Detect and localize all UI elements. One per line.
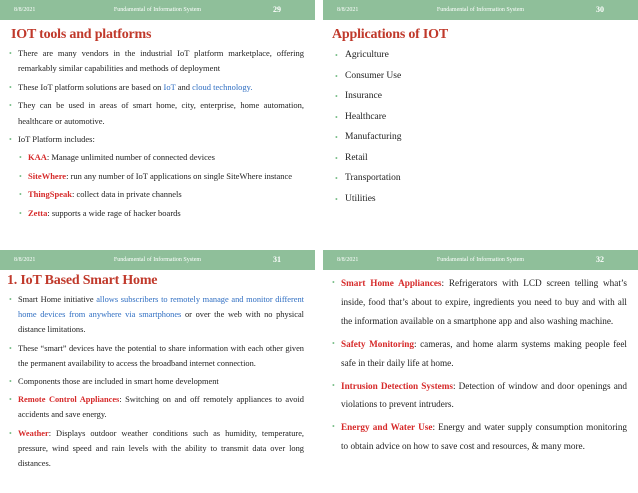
iot-link[interactable]: IoT [163, 81, 176, 92]
bullet-item: • Safety Monitoring: cameras, and home alarm systems making people feel safe in their daily life at home. [332, 335, 627, 373]
list-item: • Healthcare [335, 111, 387, 122]
bullet-icon: • [335, 194, 338, 204]
slide-29 [0, 0, 315, 243]
list-item: • Manufacturing [335, 132, 402, 142]
slide-date: 8/8/2021 [337, 257, 359, 263]
component-name: Safety Monitoring [341, 338, 414, 349]
platform-name: SiteWhere [28, 170, 67, 181]
list-item: • Agriculture [335, 50, 389, 60]
bullet-icon: • [332, 422, 335, 432]
bullet-icon: • [9, 295, 12, 304]
list-item: • Consumer Use [335, 70, 402, 81]
bullet-item: • Smart Home initiative allows subscribers to remotely manage and monitor different home devices from anywhere via smartphones or over the web with no physical distance limitations. [9, 292, 304, 338]
bullet-icon: • [335, 71, 338, 81]
slide-body [9, 46, 304, 224]
bullet-icon: • [332, 278, 335, 287]
bullet-icon: • [9, 49, 12, 58]
cloud-technology-link[interactable]: cloud technology. [192, 81, 253, 92]
list-item: • Transportation [335, 173, 401, 183]
bullet-icon: • [19, 190, 22, 200]
slide-number: 29 [273, 5, 281, 14]
slide-course-title: Fundamental of Information System [436, 7, 525, 13]
component-name: Remote Control Appliances [18, 395, 120, 405]
slide-number: 30 [596, 5, 604, 14]
slide-header [0, 0, 315, 20]
bullet-icon: • [9, 377, 12, 387]
sub-bullet-item: • SiteWhere: run any number of IoT applications on single SiteWhere instance [19, 169, 304, 184]
platform-name: KAA [28, 152, 47, 163]
bullet-icon: • [9, 343, 12, 353]
bullet-item: • Weather: Displays outdoor weather conditions such as humidity, temperature, pressure, wind speed and rain levels with the ability to transmit data over long distances. [9, 426, 304, 472]
component-name: Smart Home Appliances [341, 278, 442, 288]
platform-name: ThingSpeak [28, 189, 72, 200]
bullet-item: • These IoT platform solutions are based on IoT and cloud technology. [9, 80, 304, 95]
bullet-icon: • [9, 101, 12, 111]
slide-title: 1. IoT Based Smart Home [7, 273, 158, 288]
bullet-icon: • [332, 380, 335, 390]
bullet-icon: • [9, 395, 12, 405]
bullet-icon: • [335, 174, 338, 183]
bullet-icon: • [9, 82, 12, 92]
slide-header [323, 250, 638, 270]
slide-course-title: Fundamental of Information System [113, 7, 202, 13]
bullet-icon: • [335, 51, 338, 60]
bullet-icon: • [19, 153, 22, 163]
component-name: Energy and Water Use [341, 422, 433, 433]
bullet-item: • There are many vendors in the industrial IoT platform marketplace, offering remarkably similar capabilities and methods of deployment [9, 48, 304, 74]
slide-30 [323, 0, 638, 243]
slide-course-title: Fundamental of Information System [436, 257, 525, 263]
bullet-item: • Components those are included in smart home development [9, 374, 304, 389]
slide-32 [323, 250, 638, 493]
list-item: • Utilities [335, 193, 376, 204]
bullet-icon: • [19, 171, 22, 181]
bullet-item: • Energy and Water Use: Energy and water supply consumption monitoring to obtain advice on how to save cost and resources, & many more. [332, 418, 627, 456]
bullet-item: • IoT Platform includes: [9, 132, 304, 147]
sub-bullet-item: • KAA: Manage unlimited number of connected devices [19, 150, 304, 165]
bullet-item: • They can be used in areas of smart home, city, enterprise, home automation, healthcare or automotive. [9, 100, 304, 126]
component-name: Weather [18, 428, 49, 438]
slide-date: 8/8/2021 [14, 7, 36, 13]
highlighted-text: allows subscribers to remotely manage and monitor different home devices from anywhere via smartphones [18, 295, 304, 320]
slide-number: 31 [273, 255, 281, 264]
slide-header [0, 250, 315, 270]
slide-date: 8/8/2021 [337, 7, 359, 13]
slide-number: 32 [596, 255, 604, 264]
slide-title: IOT tools and platforms [11, 27, 152, 42]
list-item: • Insurance [335, 91, 382, 101]
slide-course-title: Fundamental of Information System [113, 257, 202, 263]
bullet-icon: • [332, 338, 335, 348]
slide-31 [0, 250, 315, 493]
bullet-item: • These “smart” devices have the potential to share information with each other given the permanent availability to access the broadband internet connection. [9, 341, 304, 371]
bullet-item: • Remote Control Appliances: Switching on and off remotely appliances to avoid accidents and save energy. [9, 392, 304, 422]
sub-bullet-item: • Zetta: supports a wide rage of hacker boards [19, 206, 304, 221]
sub-bullet-item: • ThingSpeak: collect data in private channels [19, 187, 304, 202]
bullet-item: • Intrusion Detection Systems: Detection of window and door openings and violations to prevent intruders. [332, 377, 627, 415]
applications-list [335, 50, 401, 214]
bullet-icon: • [335, 153, 338, 163]
bullet-icon: • [19, 208, 22, 218]
slide-title: Applications of IOT [332, 27, 448, 42]
bullet-item: • Smart Home Appliances: Refrigerators with LCD screen telling what’s inside, food that’s about to expire, ingredients you need to buy and with all the information available on a smartphone app and also washing machine. [332, 274, 627, 331]
bullet-icon: • [9, 135, 12, 145]
bullet-icon: • [9, 428, 12, 438]
slide-body [332, 274, 627, 460]
slide-date: 8/8/2021 [14, 257, 36, 263]
platform-name: Zetta [28, 207, 48, 218]
slide-header [323, 0, 638, 20]
bullet-icon: • [335, 112, 338, 122]
bullet-icon: • [335, 133, 338, 142]
bullet-icon: • [335, 92, 338, 101]
list-item: • Retail [335, 152, 368, 163]
slide-body [9, 292, 304, 474]
component-name: Intrusion Detection Systems [341, 380, 453, 391]
